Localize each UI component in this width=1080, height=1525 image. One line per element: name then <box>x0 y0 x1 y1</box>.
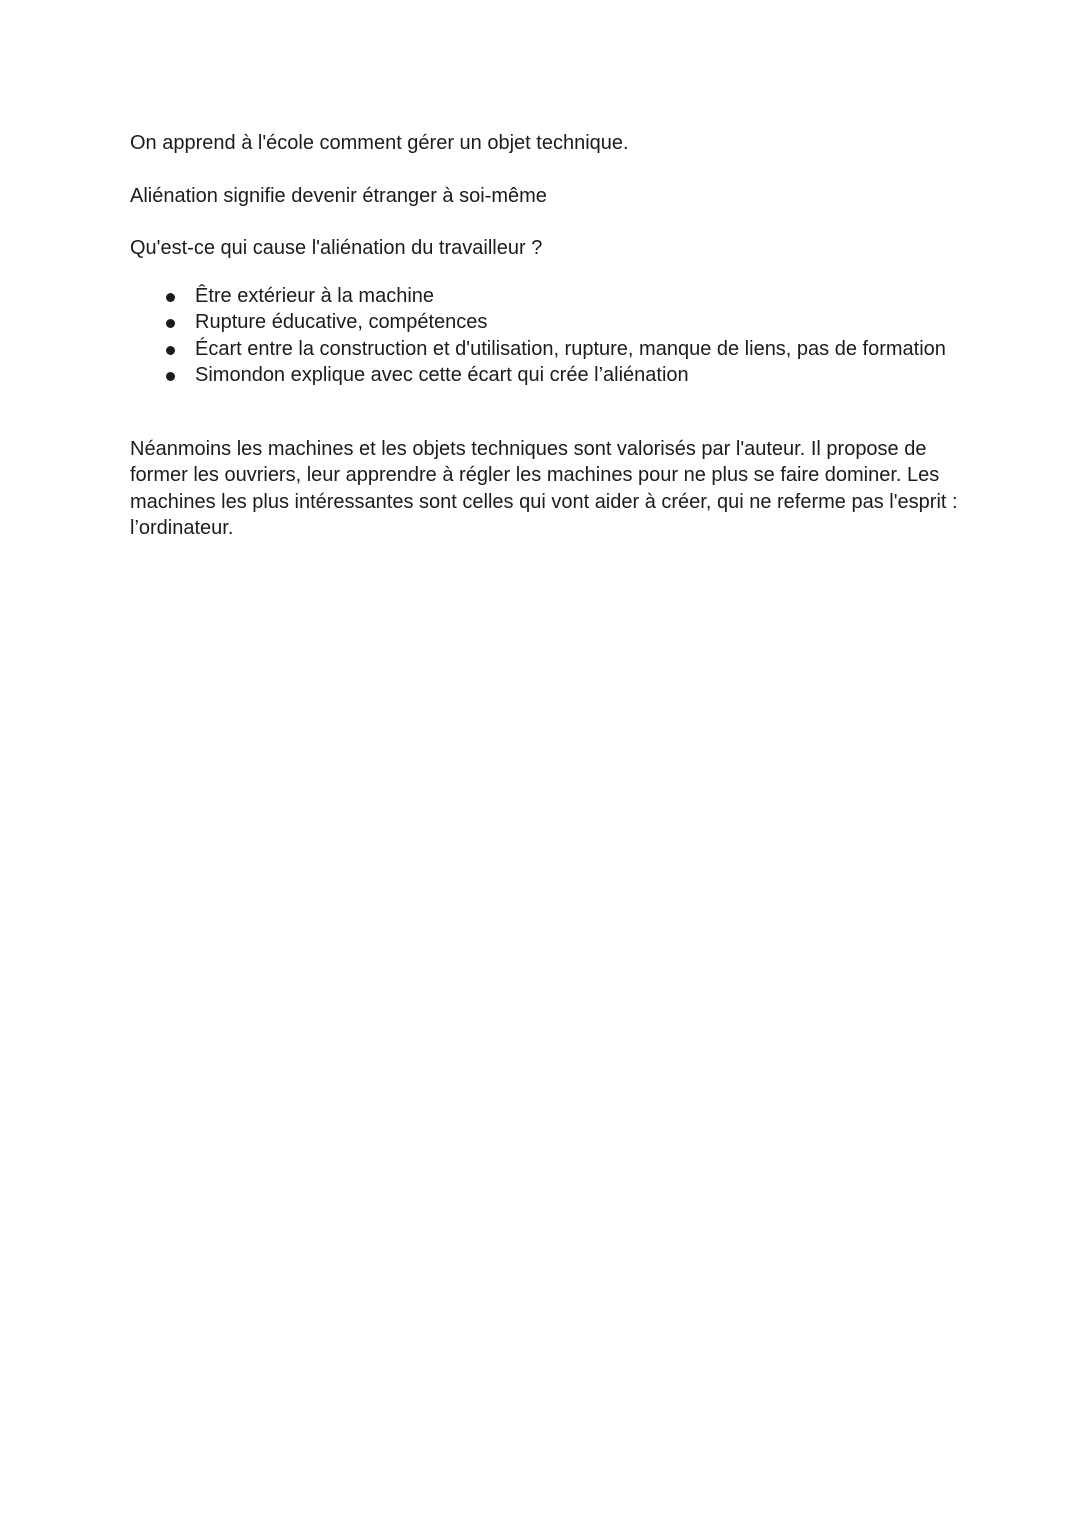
list-item <box>130 336 960 363</box>
list-item-text: Être extérieur à la machine <box>195 284 435 307</box>
list-item <box>130 362 960 389</box>
question-line: Qu'est-ce qui cause l'aliénation du travailleur ? <box>130 237 543 259</box>
list-item <box>130 283 960 310</box>
list-item <box>130 309 960 336</box>
list-item-text: Simondon explique avec cette écart qui crée l’aliénation <box>195 364 689 386</box>
document-body <box>130 130 960 542</box>
closing-paragraph: Néanmoins les machines et les objets techniques sont valorisés par l'auteur. Il propose de former les ouvriers, leur apprendre à régler les machines pour ne plus se faire dominer. Les machines les plus intéressantes sont celles qui vont aider à créer, qui ne referme pas l'esprit : l’ordinateur. <box>130 437 958 539</box>
bullet-dot-icon <box>166 293 175 302</box>
text-line-definition: Aliénation signifie devenir étranger à soi-même <box>130 184 547 207</box>
bullet-dot-icon <box>166 319 175 328</box>
bullet-list <box>130 283 960 389</box>
list-item-text: Écart entre la construction et d'utilisation, rupture, manque de liens, pas de formation <box>195 337 946 360</box>
bullet-dot-icon <box>166 372 175 381</box>
list-item-text: Rupture éducative, compétences <box>195 311 488 333</box>
text-line-school: On apprend à l'école comment gérer un objet technique. <box>130 132 629 154</box>
bullet-dot-icon <box>166 346 175 355</box>
